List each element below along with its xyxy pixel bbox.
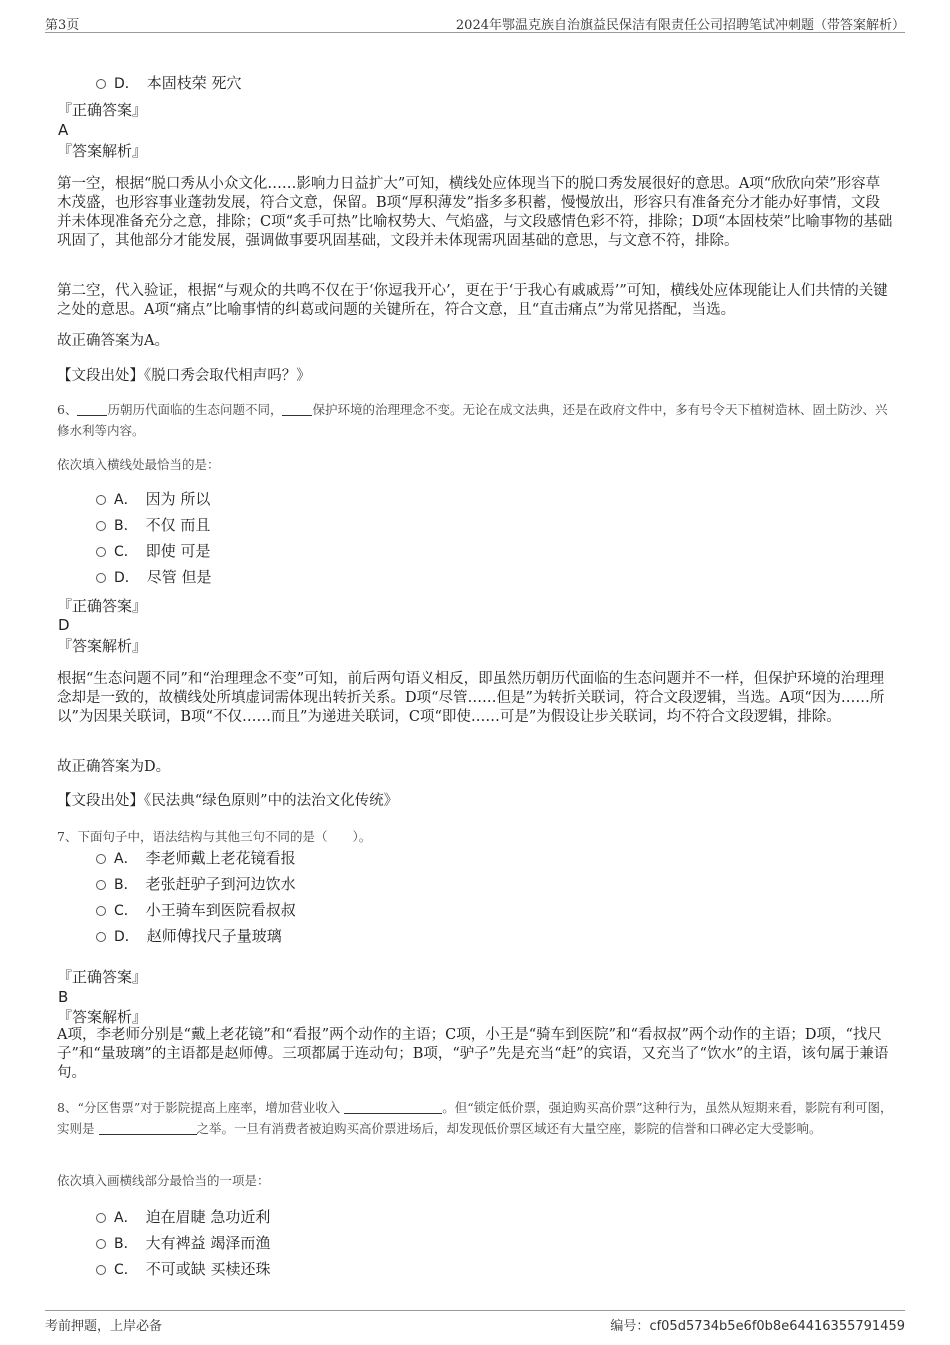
fill-blank <box>344 1101 442 1114</box>
q5-analysis-p1: 第一空，根据“脱口秀从小众文化……影响力日益扩大”可知，横线处应体现当下的脱口秀发展很好的意思。A项“欣欣向荣”形容草木茂盛，也形容事业蓬勃发展，符合文意，保留。B项“厚积薄发”指多多积蓄，慢慢放出，形容只有准备充分才能办好事情，文段并未体现准备充分之意，排除；C项“炙手可热”比喻权势大、气焰盛，与文段感情色彩不符，排除；D项“本固枝荣”比喻事物的基础巩固了，其他部分才能发展，强调做事要巩固基础，文段并未体现需巩固基础的意思，与文意不符，排除。 <box>57 176 893 249</box>
question-number: 7、 <box>57 829 78 844</box>
q7-correct-label: 『正确答案』 <box>57 968 148 986</box>
q6-stem <box>57 399 897 441</box>
q7-analysis: A项，李老师分别是“戴上老花镜”和“看报”两个动作的主语；C项，小王是“骑车到医院”和“看叔叔”两个动作的主语；D项，“找尺子”和“量玻璃”的主语都是赵师傅。三项都属于连动句；B项，“驴子”先是充当“赶”的宾语，又充当了“饮水”的主语，该句属于兼语句。 <box>57 1027 889 1081</box>
q6-stem-part-b: 保护环境的治理理念不变。无论在成文法典，还是在政府文件中，多有号令天下植树造林、固土防沙、兴修水利等内容。 <box>57 402 888 438</box>
q8-stem-part-a: “分区售票”对于影院提高上座率，增加营业收入 <box>77 1100 341 1115</box>
option-letter: D． <box>114 570 139 586</box>
document-code <box>610 1315 905 1334</box>
option-text: 赵师傅找尺子量玻璃 <box>146 927 282 945</box>
q5-analysis-p2: 第二空，代入验证，根据“与观众的共鸣不仅在于‘你逗我开心’，更在于‘于我心有戚戚焉’”可知，横线处应体现能让人们共情的关键之处的意思。A项“痛点”比喻事情的纠葛或问题的关键所在，符合文意，且“直击痛点”为常见搭配，当选。 <box>57 283 888 318</box>
q5-option-d[interactable] <box>96 73 242 94</box>
option-letter: C． <box>114 903 138 919</box>
q6-option-b[interactable] <box>96 515 210 536</box>
q6-correct-label: 『正确答案』 <box>57 597 148 615</box>
option-text: 迫在眉睫 急功近利 <box>145 1208 271 1226</box>
page-header <box>45 12 905 33</box>
question-number: 8、 <box>57 1100 78 1115</box>
q7-correct-answer: B <box>58 988 69 1006</box>
option-letter: B． <box>114 518 138 534</box>
q6-option-a[interactable] <box>96 489 210 510</box>
option-letter: B． <box>114 1236 138 1252</box>
option-text: 即使 可是 <box>145 542 211 560</box>
radio-icon[interactable] <box>96 1239 106 1249</box>
q7-stem-text: 下面句子中，语法结构与其他三句不同的是（ ）。 <box>77 829 372 844</box>
code-label: 编号： <box>610 1319 650 1334</box>
option-text: 小王骑车到医院看叔叔 <box>145 901 296 919</box>
q7-option-c[interactable] <box>96 900 296 921</box>
q8-stem-part-b: 。但“锁定低价票，强迫购买高价票”这种行为，虽然从短期来看，影院有利可图，实则是 <box>57 1100 893 1136</box>
option-text: 尽管 但是 <box>146 568 212 586</box>
radio-icon[interactable] <box>96 880 106 890</box>
q6-conclusion: 故正确答案为D。 <box>57 759 171 775</box>
q5-conclusion: 故正确答案为A。 <box>57 333 169 349</box>
q7-stem <box>57 826 897 847</box>
q5-correct-label: 『正确答案』 <box>57 101 148 119</box>
q6-option-c[interactable] <box>96 541 211 562</box>
radio-icon[interactable] <box>96 521 106 531</box>
code-value: cf05d5734b5e6f0b8e64416355791459 <box>649 1319 905 1334</box>
q7-option-d[interactable] <box>96 926 282 947</box>
q6-source: 【文段出处】《民法典“绿色原则”中的法治文化传统》 <box>57 793 399 809</box>
option-text: 大有裨益 竭泽而渔 <box>145 1234 271 1252</box>
option-text: 老张赶驴子到河边饮水 <box>145 875 296 893</box>
option-text: 不可或缺 买椟还珠 <box>145 1260 271 1278</box>
q7-analysis-label: 『答案解析』 <box>57 1008 148 1026</box>
option-text: 李老师戴上老花镜看报 <box>145 849 296 867</box>
option-letter: D． <box>114 929 139 945</box>
q6-correct-answer: D <box>58 616 70 634</box>
q8-option-a[interactable] <box>96 1207 270 1228</box>
option-text: 本固枝荣 死穴 <box>146 74 242 92</box>
q7-option-a[interactable] <box>96 848 296 869</box>
fill-blank <box>99 1122 197 1135</box>
q5-correct-answer: A <box>58 121 69 139</box>
option-letter: B． <box>114 877 138 893</box>
radio-icon[interactable] <box>96 932 106 942</box>
q6-prompt: 依次填入横线处最恰当的是： <box>57 457 220 472</box>
q8-option-b[interactable] <box>96 1233 270 1254</box>
page-number: 第3页 <box>45 18 80 33</box>
radio-icon[interactable] <box>96 1265 106 1275</box>
q6-analysis-label: 『答案解析』 <box>57 637 148 655</box>
fill-blank <box>77 403 107 416</box>
option-letter: C． <box>114 544 138 560</box>
radio-icon[interactable] <box>96 1213 106 1223</box>
q6-option-d[interactable] <box>96 567 212 588</box>
fill-blank <box>282 403 312 416</box>
document-title: 2024年鄂温克族自治旗益民保洁有限责任公司招聘笔试冲刺题（带答案解析） <box>455 18 905 33</box>
radio-icon[interactable] <box>96 906 106 916</box>
radio-icon[interactable] <box>96 547 106 557</box>
q7-option-b[interactable] <box>96 874 296 895</box>
q5-analysis-label: 『答案解析』 <box>57 142 148 160</box>
q8-prompt: 依次填入画横线部分最恰当的一项是： <box>57 1173 270 1188</box>
q8-stem <box>57 1097 897 1139</box>
q5-source: 【文段出处】《脱口秀会取代相声吗？》 <box>57 368 311 384</box>
radio-icon[interactable] <box>96 495 106 505</box>
option-text: 不仅 而且 <box>145 516 211 534</box>
q8-stem-part-c: 之举。一旦有消费者被迫购买高价票进场后，却发现低价票区域还有大量空座，影院的信誉和口碑必定大受影响。 <box>196 1121 822 1136</box>
option-letter: C． <box>114 1262 138 1278</box>
q8-option-c[interactable] <box>96 1259 271 1280</box>
radio-icon[interactable] <box>96 854 106 864</box>
option-letter: D． <box>114 76 139 92</box>
radio-icon[interactable] <box>96 79 106 89</box>
page-footer <box>45 1310 905 1335</box>
question-number: 6、 <box>57 402 78 417</box>
q6-stem-part-a: 历朝历代面临的生态问题不同， <box>107 402 283 417</box>
radio-icon[interactable] <box>96 573 106 583</box>
option-letter: A． <box>114 492 138 508</box>
q6-analysis: 根据“生态问题不同”和“治理理念不变”可知，前后两句语义相反，即虽然历朝历代面临的生态问题并不一样，但保护环境的治理理念却是一致的，故横线处所填虚词需体现出转折关系。D项“尽管……但是”为转折关联词，符合文段逻辑，当选。A项“因为……所以”为因果关联词，B项“不仅……而且”为递进关联词，C项“即使……可是”为假设让步关联词，均不符合文段逻辑，排除。 <box>57 671 885 725</box>
footer-slogan: 考前押题，上岸必备 <box>45 1319 163 1334</box>
option-text: 因为 所以 <box>145 490 211 508</box>
option-letter: A． <box>114 1210 138 1226</box>
option-letter: A． <box>114 851 138 867</box>
